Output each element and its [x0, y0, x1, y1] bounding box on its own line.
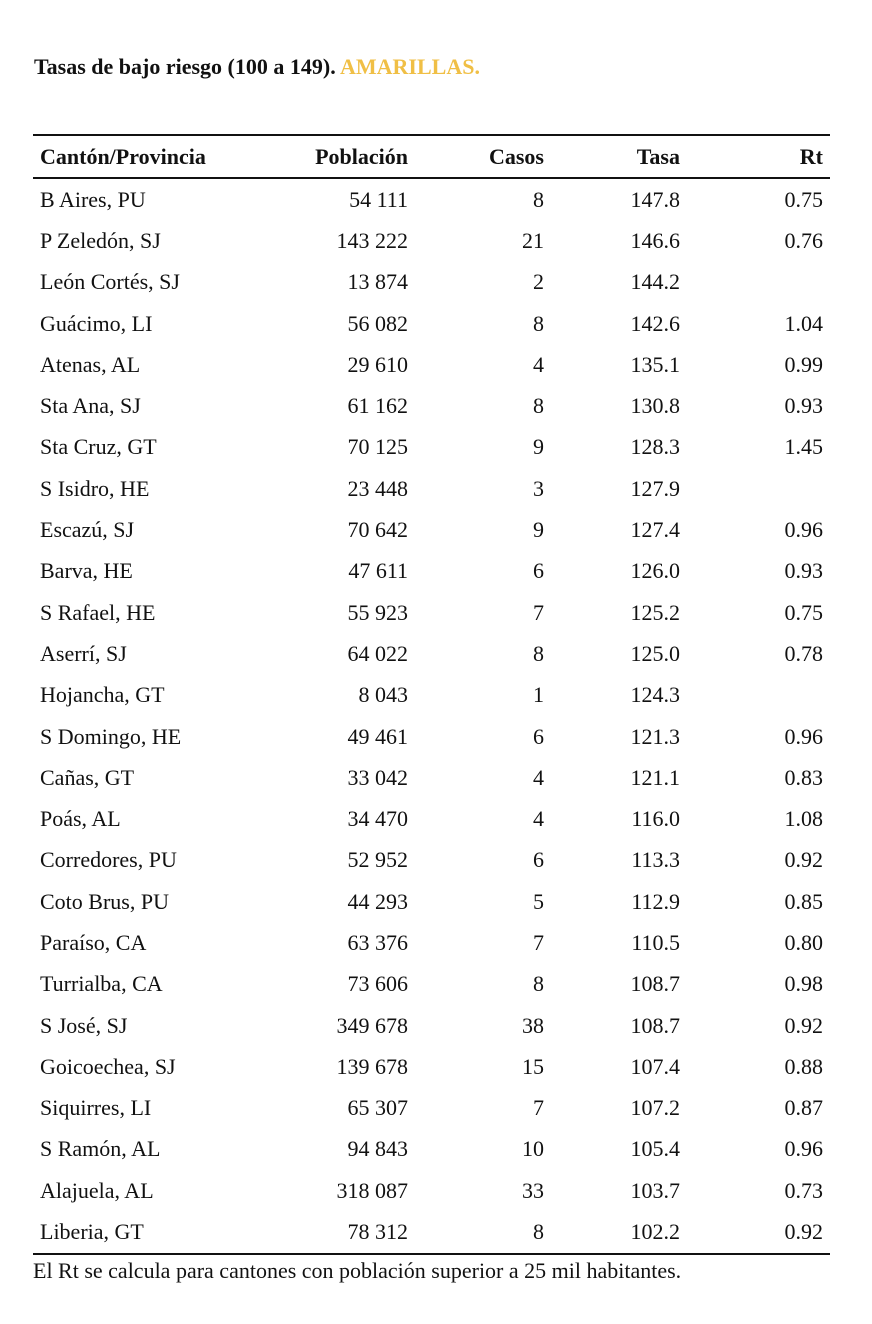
cell-poblacion: 70 642 [347, 517, 408, 543]
cell-canton: Sta Cruz, GT [40, 434, 157, 460]
page-title [34, 54, 480, 80]
cell-canton: S Domingo, HE [40, 723, 182, 749]
cell-poblacion: 23 448 [347, 475, 408, 501]
cell-poblacion: 78 312 [240, 1211, 408, 1253]
table-row [33, 178, 830, 220]
cell-poblacion: 64 022 [347, 640, 408, 666]
cell-poblacion: 73 606 [347, 971, 408, 997]
cell-canton: S Ramón, AL [40, 1136, 161, 1162]
header-row [33, 135, 830, 178]
cell-canton: Hojancha, GT [40, 682, 165, 708]
cell-rt: 0.87 [784, 1095, 823, 1121]
table-row [33, 798, 830, 839]
cell-poblacion: 29 610 [347, 351, 408, 377]
cell-rt: 0.92 [784, 1012, 823, 1038]
cell-poblacion: 49 461 [347, 723, 408, 749]
rates-table [33, 134, 830, 1255]
cell-tasa: 105.4 [630, 1136, 680, 1162]
cell-tasa: 125.0 [630, 640, 680, 666]
cell-casos: 38 [522, 1012, 544, 1038]
cell-canton: Goicoechea, SJ [40, 1053, 176, 1079]
cell-canton: Liberia, GT [33, 1211, 240, 1253]
cell-poblacion: 94 843 [347, 1136, 408, 1162]
cell-canton: Cañas, GT [40, 764, 135, 790]
cell-tasa: 112.9 [631, 888, 680, 914]
cell-rt: 0.80 [784, 929, 823, 955]
header-canton: Cantón/Provincia [33, 135, 240, 178]
cell-tasa: 127.9 [630, 475, 680, 501]
cell-rt: 1.04 [784, 310, 823, 336]
cell-canton: Siquirres, LI [40, 1095, 152, 1121]
cell-tasa: 121.3 [630, 723, 680, 749]
cell-casos: 1 [533, 682, 544, 708]
cell-rt: 0.73 [784, 1177, 823, 1203]
cell-canton: B Aires, PU [40, 186, 146, 212]
cell-rt: 1.45 [784, 434, 823, 460]
cell-casos: 8 [533, 640, 544, 666]
cell-tasa: 121.1 [630, 764, 680, 790]
cell-canton: Alajuela, AL [40, 1177, 154, 1203]
cell-canton: Guácimo, LI [40, 310, 153, 336]
cell-rt: 0.96 [784, 517, 823, 543]
cell-poblacion: 47 611 [348, 558, 408, 584]
table-row [33, 509, 830, 550]
cell-rt: 0.93 [784, 393, 823, 419]
table-row [33, 964, 830, 1005]
cell-tasa: 135.1 [630, 351, 680, 377]
cell-casos: 4 [533, 806, 544, 832]
cell-poblacion: 61 162 [347, 393, 408, 419]
footnote: El Rt se calcula para cantones con población superior a 25 mil habitantes. [33, 1258, 682, 1283]
cell-casos: 3 [533, 475, 544, 501]
cell-rt: 0.76 [784, 227, 823, 253]
cell-rt: 0.78 [784, 640, 823, 666]
cell-canton: Sta Ana, SJ [40, 393, 141, 419]
cell-casos: 6 [533, 847, 544, 873]
table-row [33, 1170, 830, 1211]
cell-canton: Atenas, AL [40, 351, 141, 377]
cell-tasa: 116.0 [631, 806, 680, 832]
cell-casos: 4 [533, 351, 544, 377]
cell-poblacion: 54 111 [349, 186, 408, 212]
table-row [33, 592, 830, 633]
cell-poblacion: 349 678 [336, 1012, 408, 1038]
table-row [33, 716, 830, 757]
cell-canton: Coto Brus, PU [40, 888, 169, 914]
table-row [33, 427, 830, 468]
cell-tasa: 110.5 [631, 929, 680, 955]
cell-canton: S Rafael, HE [40, 599, 156, 625]
cell-casos: 10 [522, 1136, 544, 1162]
cell-poblacion: 56 082 [347, 310, 408, 336]
cell-casos: 7 [533, 929, 544, 955]
title-main: Tasas de bajo riesgo (100 a 149). [34, 54, 336, 79]
cell-canton: S Isidro, HE [40, 475, 150, 501]
cell-rt [680, 675, 830, 716]
table-row [33, 303, 830, 344]
cell-tasa: 128.3 [630, 434, 680, 460]
table-row [33, 468, 830, 509]
table-row [33, 633, 830, 674]
cell-tasa: 144.2 [630, 269, 680, 295]
cell-tasa: 125.2 [630, 599, 680, 625]
cell-canton: Corredores, PU [40, 847, 177, 873]
cell-canton: León Cortés, SJ [40, 269, 180, 295]
cell-casos: 4 [533, 764, 544, 790]
cell-canton: Escazú, SJ [40, 517, 135, 543]
cell-poblacion: 52 952 [347, 847, 408, 873]
cell-casos: 8 [533, 393, 544, 419]
cell-tasa: 108.7 [630, 1012, 680, 1038]
cell-casos: 6 [533, 558, 544, 584]
cell-rt: 0.93 [784, 558, 823, 584]
cell-tasa: 147.8 [630, 186, 680, 212]
header-poblacion: Población [240, 135, 408, 178]
header-rt: Rt [680, 135, 830, 178]
cell-canton: P Zeledón, SJ [40, 227, 161, 253]
cell-rt: 0.83 [784, 764, 823, 790]
table-row [33, 840, 830, 881]
cell-rt: 0.99 [784, 351, 823, 377]
cell-casos: 21 [522, 227, 544, 253]
cell-tasa: 127.4 [630, 517, 680, 543]
table-row [33, 385, 830, 426]
cell-casos: 2 [533, 269, 544, 295]
cell-rt: 0.92 [680, 1211, 830, 1253]
table-row [33, 1046, 830, 1087]
cell-poblacion: 65 307 [347, 1095, 408, 1121]
table-row [33, 220, 830, 261]
cell-canton: Paraíso, CA [40, 929, 147, 955]
cell-casos: 9 [533, 517, 544, 543]
table-row [33, 1088, 830, 1129]
cell-poblacion: 70 125 [347, 434, 408, 460]
cell-casos: 8 [408, 1211, 544, 1253]
cell-poblacion: 33 042 [347, 764, 408, 790]
cell-tasa: 146.6 [630, 227, 680, 253]
cell-rt: 1.08 [784, 806, 823, 832]
table-row [33, 922, 830, 963]
cell-rt [680, 468, 830, 509]
cell-canton: S José, SJ [40, 1012, 128, 1038]
table-row [33, 344, 830, 385]
cell-rt: 0.98 [784, 971, 823, 997]
cell-poblacion: 143 222 [336, 227, 408, 253]
table-row [33, 675, 830, 716]
table-row [33, 1129, 830, 1170]
cell-tasa: 126.0 [630, 558, 680, 584]
rates-table-container [33, 134, 823, 1255]
header-casos: Casos [408, 135, 544, 178]
cell-canton: Aserrí, SJ [40, 640, 127, 666]
cell-tasa: 108.7 [630, 971, 680, 997]
table-row [33, 1211, 830, 1253]
cell-canton: Poás, AL [40, 806, 121, 832]
cell-rt: 0.75 [784, 186, 823, 212]
table-row [33, 262, 830, 303]
cell-poblacion: 8 043 [358, 682, 408, 708]
cell-rt: 0.96 [784, 1136, 823, 1162]
table-row [33, 551, 830, 592]
cell-rt: 0.92 [784, 847, 823, 873]
cell-casos: 8 [533, 971, 544, 997]
cell-tasa: 130.8 [630, 393, 680, 419]
cell-rt: 0.88 [784, 1053, 823, 1079]
table-header [33, 135, 830, 178]
cell-casos: 8 [533, 186, 544, 212]
cell-canton: Barva, HE [40, 558, 133, 584]
cell-tasa: 113.3 [631, 847, 680, 873]
cell-casos: 9 [533, 434, 544, 460]
cell-poblacion: 34 470 [347, 806, 408, 832]
cell-poblacion: 13 874 [347, 269, 408, 295]
cell-casos: 15 [522, 1053, 544, 1079]
cell-poblacion: 318 087 [336, 1177, 408, 1203]
cell-tasa: 142.6 [630, 310, 680, 336]
title-highlight: AMARILLAS. [340, 54, 480, 79]
table-row [33, 757, 830, 798]
cell-rt: 0.85 [784, 888, 823, 914]
cell-casos: 33 [522, 1177, 544, 1203]
table-row [33, 881, 830, 922]
cell-poblacion: 139 678 [336, 1053, 408, 1079]
cell-casos: 8 [533, 310, 544, 336]
cell-tasa: 124.3 [630, 682, 680, 708]
cell-casos: 7 [533, 599, 544, 625]
cell-rt: 0.75 [784, 599, 823, 625]
cell-tasa: 103.7 [630, 1177, 680, 1203]
cell-casos: 7 [533, 1095, 544, 1121]
cell-rt [680, 262, 830, 303]
cell-casos: 6 [533, 723, 544, 749]
cell-tasa: 107.4 [630, 1053, 680, 1079]
cell-tasa: 107.2 [630, 1095, 680, 1121]
cell-poblacion: 55 923 [347, 599, 408, 625]
cell-rt: 0.96 [784, 723, 823, 749]
cell-poblacion: 44 293 [347, 888, 408, 914]
table-body [33, 178, 830, 1254]
cell-canton: Turrialba, CA [40, 971, 163, 997]
table-row [33, 1005, 830, 1046]
header-tasa: Tasa [544, 135, 680, 178]
cell-tasa: 102.2 [544, 1211, 680, 1253]
cell-casos: 5 [533, 888, 544, 914]
cell-poblacion: 63 376 [347, 929, 408, 955]
